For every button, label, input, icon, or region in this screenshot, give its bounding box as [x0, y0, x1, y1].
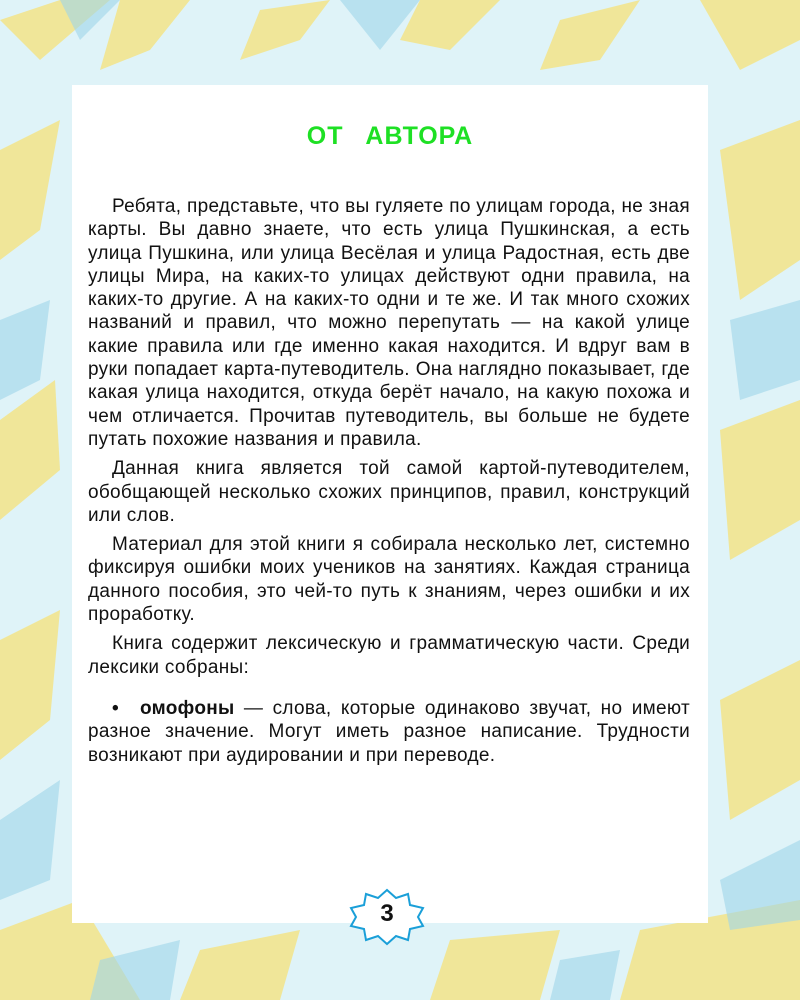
paragraph-2: Данная книга является той самой картой-путеводителем, обобщающей несколько схожих принципов, правил, конструкций или слов.	[88, 458, 690, 526]
paragraph-3: Материал для этой книги я собирала несколько лет, системно фиксируя ошибки моих учеников на занятиях. Каждая страница данного пособия, это чей-то путь к знаниям, через ошибки и их проработку.	[88, 534, 690, 626]
bullet-item	[88, 697, 690, 767]
paragraph-4: Книга содержит лексическую и грамматическую части. Среди лексики собраны:	[88, 633, 690, 678]
bullet-marker: •	[112, 697, 119, 719]
page-sheet	[72, 85, 708, 923]
bullet-term: омофоны	[140, 697, 235, 719]
body-text	[88, 195, 690, 767]
page-number: 3	[380, 900, 394, 927]
bullet-text: — слова, которые одинаково звучат, но имеют разное значение. Могут иметь разное написание. Трудности возникают при аудировании и при переводе.	[88, 697, 690, 766]
bullet-paragraph	[88, 697, 690, 767]
paragraph-1: Ребята, представьте, что вы гуляете по улицам города, не зная карты. Вы давно знаете, что есть улица Пушкинская, а есть улица Пушкина, или улица Весёлая и улица Радостная, есть две улицы Мира, на каких-то улицах действуют одни правила, на каких-то другие. А на каких-то одни и те же. И так много схожих названий и правил, что можно перепутать — на какой улице какие правила или где именно какая находится. И вдруг вам в руки попадает карта-путеводитель. Она наглядно показывает, где какая улица находится, откуда берёт начало, на какую похожа и чем отличается. Прочитав путеводитель, вы больше не будете путать похожие названия и правила.	[88, 196, 690, 450]
page-number-badge	[344, 888, 430, 946]
page-title: ОТ АВТОРА	[306, 122, 474, 150]
